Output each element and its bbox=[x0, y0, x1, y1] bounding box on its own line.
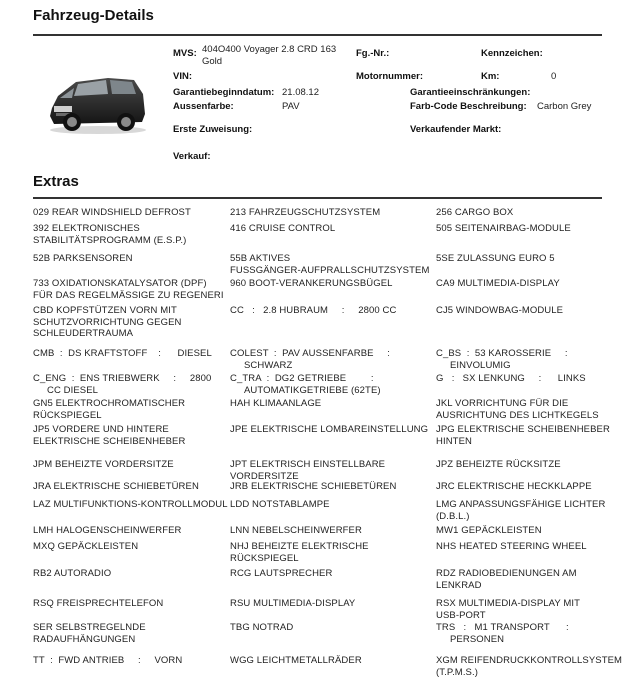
extra-item-line: LENKRAD bbox=[436, 579, 482, 591]
extra-item bbox=[436, 223, 571, 235]
aussenfarbe-value: PAV bbox=[282, 101, 300, 112]
extra-item-line: JPE ELEKTRISCHE LOMBAREINSTELLUNG bbox=[230, 424, 429, 435]
extra-item bbox=[436, 598, 580, 621]
farbcode-label: Farb-Code Beschreibung: bbox=[410, 101, 527, 112]
extra-item bbox=[230, 541, 369, 564]
extra-item-line: FUSSGÄNGER-AUFPRALLSCHUTZSYSTEM bbox=[230, 264, 430, 276]
extra-item-line: C_ENG : ENS TRIEBWERK : 2800 bbox=[33, 373, 212, 384]
fg-nr-label: Fg.-Nr.: bbox=[356, 48, 390, 59]
extra-item bbox=[436, 568, 577, 591]
extra-item-line: (T.P.M.S.) bbox=[436, 666, 478, 678]
extra-item-line: 392 ELEKTRONISCHES bbox=[33, 223, 140, 234]
extra-item bbox=[436, 207, 513, 219]
extra-item bbox=[230, 223, 335, 235]
extra-item-line: COLEST : PAV AUSSENFARBE : bbox=[230, 348, 391, 359]
extra-item bbox=[230, 424, 428, 436]
extra-item-line: CJ5 WINDOWBAG-MODULE bbox=[436, 305, 564, 316]
extra-item bbox=[33, 348, 212, 360]
extra-item bbox=[230, 398, 321, 410]
extra-item bbox=[436, 348, 568, 371]
extra-item-line: XGM REIFENDRUCKKONTROLLSYSTEM bbox=[436, 655, 623, 666]
verkaufender-markt-label: Verkaufender Markt: bbox=[410, 124, 502, 135]
extra-item-line: RB2 AUTORADIO bbox=[33, 568, 112, 579]
extra-item-line: ELEKTRISCHE SCHEIBENHEBER bbox=[33, 435, 186, 447]
header-rule bbox=[33, 34, 602, 36]
extra-item-line: JKL VORRICHTUNG FÜR DIE bbox=[436, 398, 569, 409]
vehicle-photo bbox=[46, 70, 148, 136]
extra-item-line: CMB : DS KRAFTSTOFF : DIESEL bbox=[33, 348, 212, 359]
aussenfarbe-label: Aussenfarbe: bbox=[173, 101, 234, 112]
extra-item bbox=[230, 481, 396, 493]
extra-item bbox=[436, 424, 610, 447]
extra-item-line: 55B AKTIVES bbox=[230, 253, 291, 264]
extra-item-line: HAH KLIMAANLAGE bbox=[230, 398, 322, 409]
extra-item-line: C_TRA : DG2 GETRIEBE : bbox=[230, 373, 374, 384]
extra-item bbox=[33, 541, 138, 553]
extra-item-line: JPG ELEKTRISCHE SCHEIBENHEBER bbox=[436, 424, 610, 435]
extra-item-line: CBD KOPFSTÜTZEN VORN MIT bbox=[33, 305, 177, 316]
erste-zuweisung-label: Erste Zuweisung: bbox=[173, 124, 253, 135]
extra-item-line: RDZ RADIOBEDIENUNGEN AM bbox=[436, 568, 577, 579]
mvs-value-line2: Gold bbox=[202, 56, 223, 67]
extra-item-line: RÜCKSPIEGEL bbox=[33, 409, 102, 421]
verkauf-label: Verkauf: bbox=[173, 151, 211, 162]
extra-item bbox=[436, 655, 622, 678]
extra-item-line: SCHUTZVORRICHTUNG GEGEN bbox=[33, 316, 182, 328]
extra-item-line: SER SELBSTREGELNDE bbox=[33, 622, 146, 633]
extra-item-line: JRB ELEKTRISCHE SCHIEBETÜREN bbox=[230, 481, 397, 492]
extra-item bbox=[436, 253, 555, 265]
extra-item-line: CC : 2.8 HUBRAUM : 2800 CC bbox=[230, 305, 397, 316]
extra-item-line: RSQ FREISPRECHTELEFON bbox=[33, 598, 164, 609]
extra-item-line: (D.B.L.) bbox=[436, 510, 470, 522]
extra-item-line: JPT ELEKTRISCH EINSTELLBARE bbox=[230, 459, 386, 470]
extra-item bbox=[436, 525, 542, 537]
extra-item bbox=[230, 459, 385, 482]
extra-item bbox=[33, 278, 224, 301]
extra-item-line: LDD NOTSTABLAMPE bbox=[230, 499, 330, 510]
extra-item bbox=[230, 655, 362, 667]
extra-item bbox=[436, 278, 560, 290]
extra-item bbox=[436, 373, 586, 385]
garantiebeginn-value: 21.08.12 bbox=[282, 87, 319, 98]
extra-item-line: GN5 ELEKTROCHROMATISCHER bbox=[33, 398, 186, 409]
extra-item-line: TT : FWD ANTRIEB : VORN bbox=[33, 655, 183, 666]
extra-item bbox=[436, 305, 563, 317]
extra-item-line: MXQ GEPÄCKLEISTEN bbox=[33, 541, 139, 552]
page-title: Fahrzeug-Details bbox=[33, 7, 154, 24]
extra-item-line: G : SX LENKUNG : LINKS bbox=[436, 373, 586, 384]
extra-item bbox=[33, 655, 182, 667]
km-value: 0 bbox=[551, 71, 557, 82]
extras-title: Extras bbox=[33, 173, 79, 190]
extra-item bbox=[230, 348, 390, 371]
extra-item-line: FÜR DAS REGELMÄSSIGE ZU REGENERI bbox=[33, 289, 224, 301]
extra-item-line: TRS : M1 TRANSPORT : bbox=[436, 622, 569, 633]
extra-item-line: 256 CARGO BOX bbox=[436, 207, 514, 218]
extra-item-line: VORDERSITZE bbox=[230, 470, 299, 482]
extra-item-line: CC DIESEL bbox=[47, 384, 99, 396]
extra-item bbox=[33, 598, 163, 610]
extra-item-line: JP5 VORDERE UND HINTERE bbox=[33, 424, 169, 435]
extras-rule bbox=[33, 197, 602, 199]
extra-item-line: C_BS : 53 KAROSSERIE : bbox=[436, 348, 568, 359]
kennzeichen-label: Kennzeichen: bbox=[481, 48, 543, 59]
extra-item-line: 505 SEITENAIRBAG-MODULE bbox=[436, 223, 571, 234]
vin-label: VIN: bbox=[173, 71, 192, 82]
extra-item-line: NHS HEATED STEERING WHEEL bbox=[436, 541, 587, 552]
km-label: Km: bbox=[481, 71, 500, 82]
extra-item bbox=[33, 398, 185, 421]
extra-item-line: EINVOLUMIG bbox=[450, 359, 511, 371]
extra-item bbox=[33, 305, 182, 340]
extra-item bbox=[436, 398, 599, 421]
extra-item bbox=[33, 424, 185, 447]
extra-item-line: CA9 MULTIMEDIA-DISPLAY bbox=[436, 278, 560, 289]
extra-item-line: AUSRICHTUNG DES LICHTKEGELS bbox=[436, 409, 599, 421]
extra-item-line: MW1 GEPÄCKLEISTEN bbox=[436, 525, 542, 536]
extra-item bbox=[436, 499, 605, 522]
extra-item bbox=[436, 459, 561, 471]
garantiebeginn-label: Garantiebeginndatum: bbox=[173, 87, 275, 98]
farbcode-value: Carbon Grey bbox=[537, 101, 592, 112]
extra-item-line: JPZ BEHEIZTE RÜCKSITZE bbox=[436, 459, 561, 470]
extra-item bbox=[33, 622, 146, 645]
extra-item bbox=[33, 481, 199, 493]
extra-item bbox=[33, 525, 182, 537]
extra-item-line: 029 REAR WINDSHIELD DEFROST bbox=[33, 207, 191, 218]
mvs-label: MVS: bbox=[173, 48, 197, 59]
extra-item-line: RÜCKSPIEGEL bbox=[230, 552, 299, 564]
mvs-value: 404O400 Voyager 2.8 CRD 163 bbox=[202, 44, 337, 55]
extra-item-line: 416 CRUISE CONTROL bbox=[230, 223, 336, 234]
motornummer-label: Motornummer: bbox=[356, 71, 424, 82]
extra-item-line: 960 BOOT-VERANKERUNGSBÜGEL bbox=[230, 278, 393, 289]
extra-item-line: STABILITÄTSPROGRAMM (E.S.P.) bbox=[33, 234, 187, 246]
extra-item bbox=[230, 253, 429, 276]
extra-item bbox=[230, 207, 380, 219]
extra-item bbox=[230, 499, 330, 511]
extra-item bbox=[230, 568, 332, 580]
garantieeinschraenkungen-label: Garantieeinschränkungen: bbox=[410, 87, 531, 98]
extra-item bbox=[230, 278, 393, 290]
extra-item-line: 213 FAHRZEUGSCHUTZSYSTEM bbox=[230, 207, 381, 218]
extra-item bbox=[436, 481, 592, 493]
extra-item-line: PERSONEN bbox=[450, 633, 505, 645]
extra-item bbox=[33, 223, 186, 246]
extra-item bbox=[230, 305, 396, 317]
extra-item-line: RSX MULTIMEDIA-DISPLAY MIT bbox=[436, 598, 581, 609]
extra-item-line: TBG NOTRAD bbox=[230, 622, 294, 633]
extra-item-line: LMH HALOGENSCHEINWERFER bbox=[33, 525, 182, 536]
extra-item bbox=[33, 207, 191, 219]
extra-item bbox=[33, 459, 174, 471]
extra-item bbox=[230, 525, 362, 537]
extra-item-line: NHJ BEHEIZTE ELEKTRISCHE bbox=[230, 541, 369, 552]
extra-item bbox=[230, 598, 355, 610]
extra-item-line: JRC ELEKTRISCHE HECKKLAPPE bbox=[436, 481, 592, 492]
extra-item-line: RADAUFHÄNGUNGEN bbox=[33, 633, 136, 645]
extra-item-line: LMG ANPASSUNGSFÄHIGE LICHTER bbox=[436, 499, 606, 510]
extra-item-line: JRA ELEKTRISCHE SCHIEBETÜREN bbox=[33, 481, 199, 492]
extra-item-line: 52B PARKSENSOREN bbox=[33, 253, 133, 264]
extra-item-line: JPM BEHEIZTE VORDERSITZE bbox=[33, 459, 174, 470]
extra-item-line: AUTOMATIKGETRIEBE (62TE) bbox=[244, 384, 381, 396]
extra-item-line: WGG LEICHTMETALLRÄDER bbox=[230, 655, 362, 666]
extra-item-line: RSU MULTIMEDIA-DISPLAY bbox=[230, 598, 356, 609]
extra-item bbox=[33, 499, 228, 511]
extra-item-line: HINTEN bbox=[436, 435, 472, 447]
extra-item bbox=[33, 253, 133, 265]
extra-item-line: SCHWARZ bbox=[244, 359, 293, 371]
extra-item bbox=[33, 373, 211, 396]
extra-item bbox=[33, 568, 111, 580]
extra-item-line: RCG LAUTSPRECHER bbox=[230, 568, 333, 579]
extra-item-line: USB-PORT bbox=[436, 609, 486, 621]
extra-item bbox=[436, 622, 569, 645]
extra-item-line: LAZ MULTIFUNKTIONS-KONTROLLMODUL bbox=[33, 499, 228, 510]
extra-item-line: 733 OXIDATIONSKATALYSATOR (DPF) bbox=[33, 278, 207, 289]
extra-item-line: SCHLEUDERTRAUMA bbox=[33, 328, 134, 339]
extra-item-line: 5SE ZULASSUNG EURO 5 bbox=[436, 253, 555, 264]
extra-item bbox=[436, 541, 587, 553]
extra-item-line: LNN NEBELSCHEINWERFER bbox=[230, 525, 362, 536]
extra-item bbox=[230, 622, 293, 634]
extra-item bbox=[230, 373, 381, 396]
